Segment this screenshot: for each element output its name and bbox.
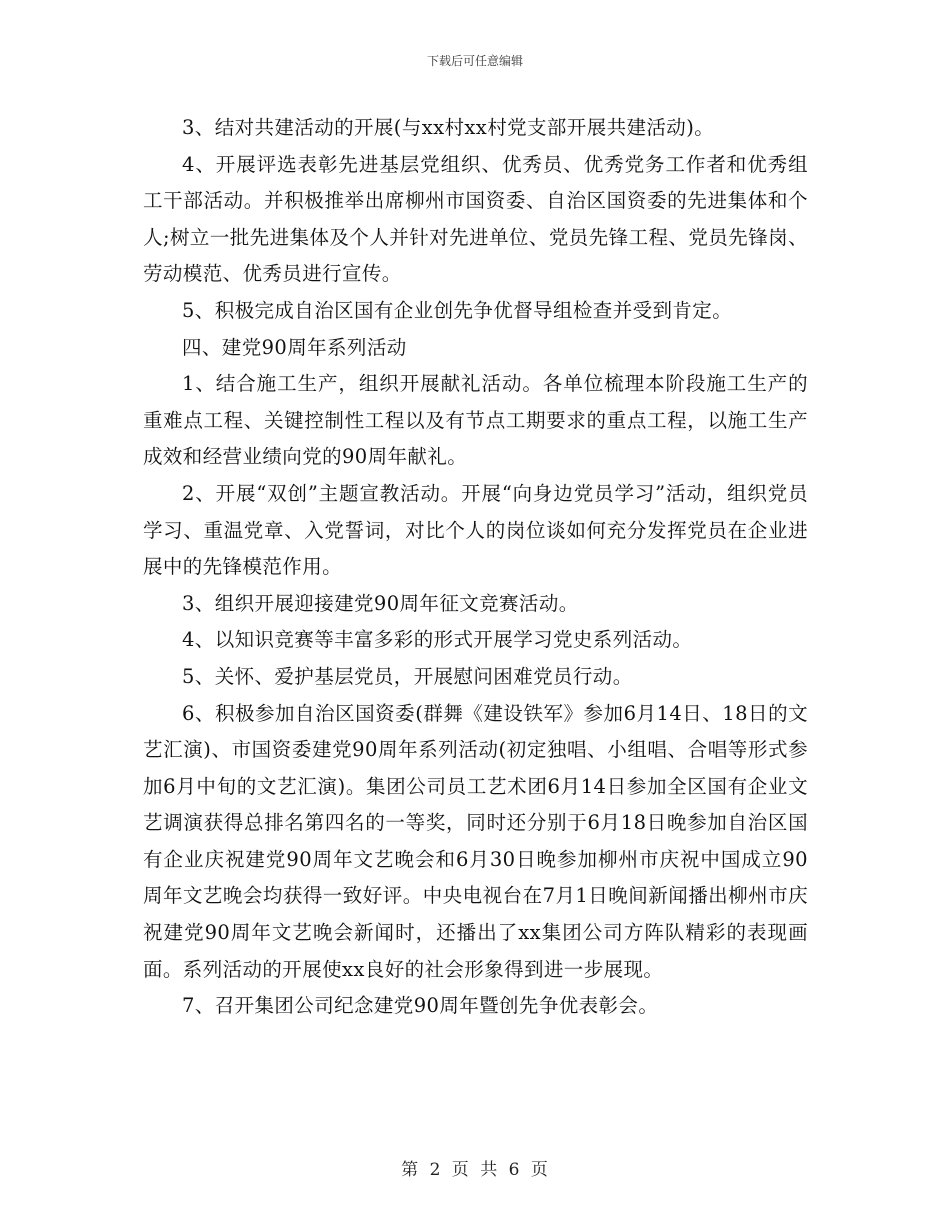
paragraph-commendation: 4、开展评选表彰先进基层党组织、优秀员、优秀党务工作者和优秀组工干部活动。并积极推举出席柳州市国资委、自治区国资委的先进集体和个人;树立一批先进集体及个人并针对先进单位、党员先锋工程、党员先锋岗、劳动模范、优秀员进行宣传。: [143, 152, 808, 286]
paragraph-inspection: 5、积极完成自治区国有企业创先争优督导组检查并受到肯定。: [182, 298, 733, 322]
paragraph-caring-members: 5、关怀、爱护基层党员，开展慰问困难党员行动。: [182, 664, 633, 688]
paragraph-essay-contest: 3、组织开展迎接建党90周年征文竞赛活动。: [182, 591, 579, 615]
paragraph-knowledge-contest: 4、以知识竞赛等丰富多彩的形式开展学习党史系列活动。: [182, 628, 693, 652]
page-number-footer: 第 2 页 共 6 页: [401, 1160, 549, 1180]
paragraph-cultural-performances: 6、积极参加自治区国资委(群舞《建设铁军》参加6月14日、18日的文艺汇演)、市国资委建党90周年系列活动(初定独唱、小组唱、合唱等形式参加6月中旬的文艺汇演)。集团公司员工艺术团6月14日参加全区国有企业文艺调演获得总排名第四名的一等奖，同时还分别于6月18日晚参加自治区国有企业庆祝建党90周年文艺晚会和6月30日晚参加柳州市庆祝中国成立90周年文艺晚会均获得一致好评。中央电视台在7月1日晚间新闻播出柳州市庆祝建党90周年文艺晚会新闻时，还播出了xx集团公司方阵队精彩的表现画面。系列活动的开展使xx良好的社会形象得到进一步展现。: [143, 701, 808, 981]
paragraph-commendation-meeting: 7、召开集团公司纪念建党90周年暨创先争优表彰会。: [182, 994, 659, 1018]
section-heading-90th-anniversary: 四、建党90周年系列活动: [182, 335, 407, 359]
paragraph-construction-tribute: 1、结合施工生产，组织开展献礼活动。各单位梳理本阶段施工生产的重难点工程、关键控制性工程以及有节点工期要求的重点工程，以施工生产成效和经营业绩向党的90周年献礼。: [143, 372, 808, 469]
paragraph-pairing-activities: 3、结对共建活动的开展(与xx村xx村党支部开展共建活动)。: [182, 116, 715, 139]
document-body: [143, 110, 808, 1025]
page-header: 下载后可任意编辑: [426, 54, 523, 68]
paragraph-education-campaign: 2、开展“双创”主题宣教活动。开展“向身边党员学习”活动，组织党员学习、重温党章、入党誓词，对比个人的岗位谈如何充分发挥党员在企业进展中的先锋模范作用。: [143, 481, 808, 579]
